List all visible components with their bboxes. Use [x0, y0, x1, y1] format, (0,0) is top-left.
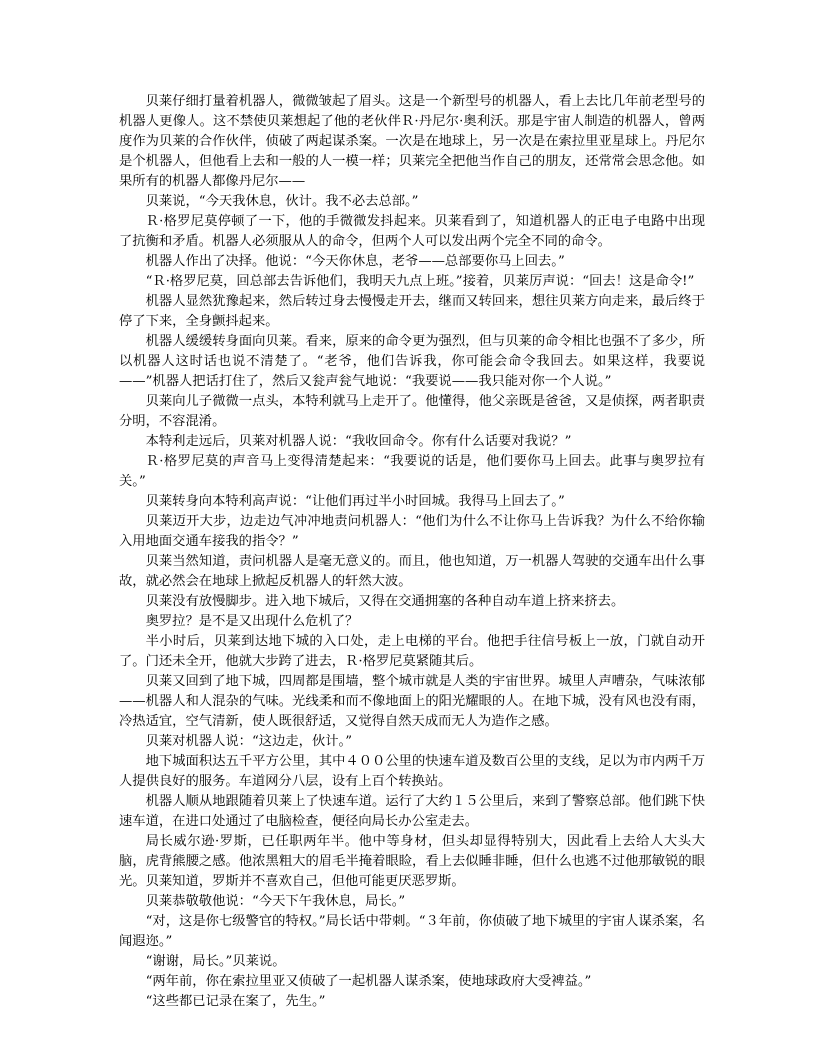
paragraph: “Ｒ·格罗尼莫，回总部去告诉他们，我明天九点上班。”接着，贝莱厉声说：“回去！这是命令!”	[145, 274, 695, 289]
paragraph: 机器人缓缓转身面向贝莱。看来，原来的命令更为强烈，但与贝莱的命令相比也强不了多少，所以机器人这时话也说不清楚了。“老爷，他们告诉我，你可能会命令我回去。如果这样，我要说——”机器人把话打住了，然后又瓮声瓮气地说：“我要说——我只能对你一个人说。”	[119, 334, 705, 389]
paragraph: 贝莱转身向本特利高声说：“让他们再过半小时回城。我得马上回去了。”	[145, 494, 565, 509]
paragraph: 贝莱仔细打量着机器人，微微皱起了眉头。这是一个新型号的机器人，看上去比几年前老型号的机器人更像人。这不禁使贝莱想起了他的老伙伴Ｒ·丹尼尔·奥利沃。那是宇宙人制造的机器人，曾两度作为贝莱的合作伙伴，侦破了两起谋杀案。一次是在地球上，另一次是在索拉里亚星球上。丹尼尔是个机器人，但他看上去和一般的人一模一样；贝莱完全把他当作自己的朋友，还常常会思念他。如果所有的机器人都像丹尼尔——	[119, 94, 705, 189]
paragraph: “对，这是你七级警官的特权。”局长话中带刺。“３年前，你侦破了地下城里的宇宙人谋杀案，名闻遐迩。”	[119, 914, 705, 949]
paragraph: Ｒ·格罗尼莫停顿了一下，他的手微微发抖起来。贝莱看到了，知道机器人的正电子电路中出现了抗衡和矛盾。机器人必须服从人的命令，但两个人可以发出两个完全不同的命令。	[119, 214, 705, 249]
paragraph: 贝莱对机器人说：“这边走，伙计。”	[145, 734, 352, 749]
paragraph: 本特利走远后，贝莱对机器人说：“我收回命令。你有什么话要对我说？”	[145, 434, 572, 449]
paragraph: Ｒ·格罗尼莫的声音马上变得清楚起来：“我要说的话是，他们要你马上回去。此事与奥罗拉有关。”	[119, 454, 705, 489]
paragraph: “这些都已记录在案了，先生。”	[145, 994, 326, 1009]
paragraph: “两年前，你在索拉里亚又侦破了一起机器人谋杀案，使地球政府大受裨益。”	[145, 974, 592, 989]
document-page	[119, 92, 705, 1012]
paragraph: 机器人作出了决择。他说：“今天你休息，老爷——总部要你马上回去。”	[145, 254, 565, 269]
paragraph: 贝莱说，“今天我休息，伙计。我不必去总部。”	[145, 194, 419, 209]
paragraph: 半小时后，贝莱到达地下城的入口处，走上电梯的平台。他把手往信号板上一放，门就自动开了。门还未全开，他就大步跨了进去，Ｒ·格罗尼莫紧随其后。	[119, 634, 705, 669]
paragraph: 贝莱没有放慢脚步。进入地下城后，又得在交通拥塞的各种自动车道上挤来挤去。	[145, 594, 625, 609]
paragraph: 贝莱当然知道，责问机器人是毫无意义的。而且，他也知道，万一机器人驾驶的交通车出什么事故，就必然会在地球上掀起反机器人的轩然大波。	[119, 554, 705, 589]
paragraph: 地下城面积达五千平方公里，其中４００公里的快速车道及数百公里的支线，足以为市内两千万人提供良好的服务。车道网分八层，设有上百个转换站。	[119, 754, 705, 789]
paragraph: “谢谢，局长。”贝莱说。	[145, 954, 286, 969]
paragraph: 贝莱又回到了地下城，四周都是围墙，整个城市就是人类的宇宙世界。城里人声嘈杂，气味浓郁——机器人和人混杂的气味。光线柔和而不像地面上的阳光耀眼的人。在地下城，没有风也没有雨，冷热适宜，空气清新，使人既很舒适，又觉得自然天成而无人为造作之感。	[119, 674, 705, 729]
paragraph: 贝莱迈开大步，边走边气冲冲地责问机器人：“他们为什么不让你马上告诉我？为什么不给你输入用地面交通车接我的指令？”	[119, 514, 705, 549]
paragraph: 奥罗拉？是不是又出现什么危机了？	[145, 614, 359, 629]
paragraph: 机器人顺从地跟随着贝莱上了快速车道。运行了大约１５公里后，来到了警察总部。他们跳下快速车道，在进口处通过了电脑检查，便径向局长办公室走去。	[119, 794, 705, 829]
paragraph: 贝莱恭敬敬他说：“今天下午我休息，局长。”	[145, 894, 406, 909]
paragraph: 局长威尔逊·罗斯，已任职两年半。他中等身材，但头却显得特别大，因此看上去给人大头大脑，虎背熊腰之感。他浓黑粗大的眉毛半掩着眼睑，看上去似睡非睡，但什么也逃不过他那敏锐的眼光。贝莱知道，罗斯并不喜欢自己，但他可能更厌恶罗斯。	[119, 834, 705, 889]
paragraph: 贝莱向儿子微微一点头，本特利就马上走开了。他懂得，他父亲既是爸爸，又是侦探，两者职责分明，不容混淆。	[119, 394, 705, 429]
paragraph: 机器人显然犹豫起来，然后转过身去慢慢走开去，继而又转回来，想往贝莱方向走来，最后终于停了下来，全身颤抖起来。	[119, 294, 705, 329]
